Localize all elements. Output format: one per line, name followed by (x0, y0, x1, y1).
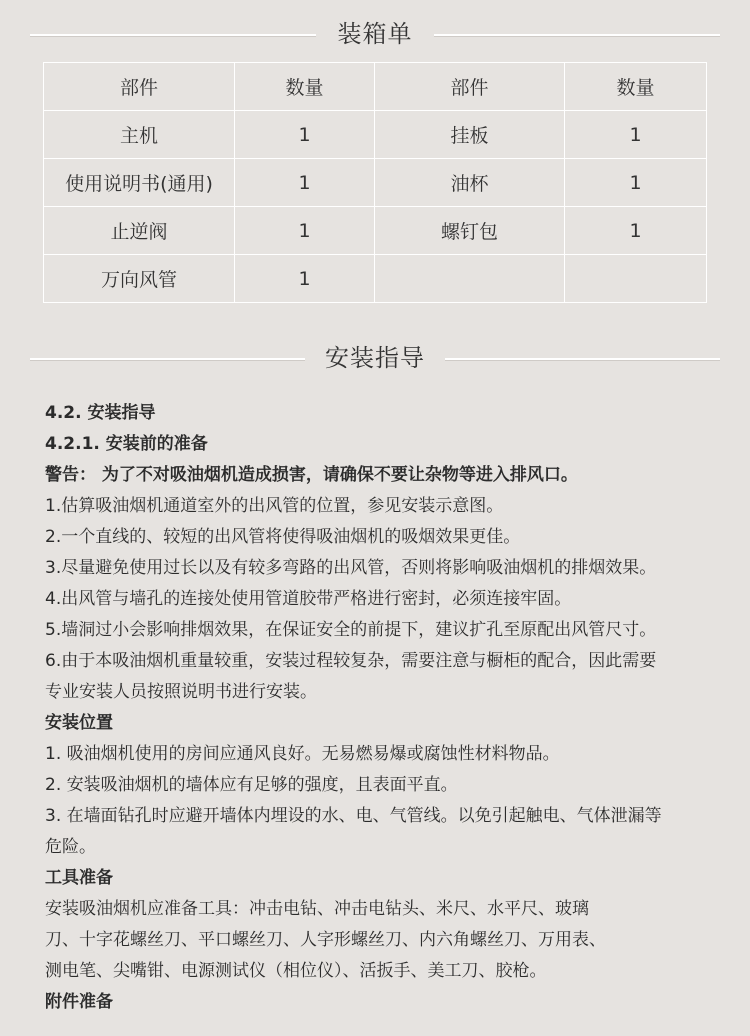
guide-line: 危险。 (45, 837, 96, 857)
quantity-cell: 1 (235, 207, 375, 255)
guide-heading: 4.2.1. 安装前的准备 (45, 434, 208, 454)
install-guide-body (45, 398, 725, 1018)
packing-list-title: 装箱单 (337, 20, 413, 48)
header-part: 部件 (44, 63, 235, 111)
install-guide-header (30, 338, 720, 378)
part-cell: 止逆阀 (44, 207, 235, 255)
part-cell: 万向风管 (44, 255, 235, 303)
guide-heading: 4.2. 安装指导 (45, 403, 156, 423)
guide-line: 5.墙洞过小会影响排烟效果，在保证安全的前提下，建议扩孔至原配出风管尺寸。 (45, 620, 657, 640)
divider-right (434, 34, 720, 37)
header-quantity: 数量 (565, 63, 707, 111)
divider-right (445, 358, 720, 361)
guide-heading: 警告： 为了不对吸油烟机造成损害，请确保不要让杂物等进入排风口。 (45, 465, 578, 485)
quantity-cell: 1 (235, 255, 375, 303)
quantity-cell: 1 (565, 159, 707, 207)
guide-heading: 附件准备 (45, 992, 113, 1012)
header-quantity: 数量 (235, 63, 375, 111)
quantity-cell: 1 (235, 111, 375, 159)
table-header-row (44, 63, 707, 111)
quantity-cell (565, 255, 707, 303)
quantity-cell: 1 (565, 207, 707, 255)
guide-heading: 工具准备 (45, 868, 113, 888)
guide-line: 专业安装人员按照说明书进行安装。 (45, 682, 317, 702)
header-part: 部件 (375, 63, 565, 111)
guide-line: 刀、十字花螺丝刀、平口螺丝刀、人字形螺丝刀、内六角螺丝刀、万用表、 (45, 930, 606, 950)
part-cell: 使用说明书(通用) (44, 159, 235, 207)
part-cell (375, 255, 565, 303)
packing-list-header (30, 14, 720, 54)
guide-line: 1. 吸油烟机使用的房间应通风良好。无易燃易爆或腐蚀性材料物品。 (45, 744, 560, 764)
quantity-cell: 1 (565, 111, 707, 159)
guide-line: 4.出风管与墙孔的连接处使用管道胶带严格进行密封，必须连接牢固。 (45, 589, 572, 609)
guide-line: 3.尽量避免使用过长以及有较多弯路的出风管，否则将影响吸油烟机的排烟效果。 (45, 558, 657, 578)
packing-list-table (43, 62, 707, 303)
part-cell: 挂板 (375, 111, 565, 159)
guide-heading: 安装位置 (45, 713, 113, 733)
table-row (44, 111, 707, 159)
quantity-cell: 1 (235, 159, 375, 207)
guide-line: 2.一个直线的、较短的出风管将使得吸油烟机的吸烟效果更佳。 (45, 527, 521, 547)
guide-line: 3. 在墙面钻孔时应避开墙体内埋设的水、电、气管线。以免引起触电、气体泄漏等 (45, 806, 662, 826)
guide-line: 1.估算吸油烟机通道室外的出风管的位置，参见安装示意图。 (45, 496, 504, 516)
guide-line: 安装吸油烟机应准备工具：冲击电钻、冲击电钻头、米尺、水平尺、玻璃 (45, 899, 589, 919)
table-row (44, 207, 707, 255)
part-cell: 油杯 (375, 159, 565, 207)
table-row (44, 159, 707, 207)
part-cell: 螺钉包 (375, 207, 565, 255)
guide-line: 6.由于本吸油烟机重量较重，安装过程较复杂，需要注意与橱柜的配合，因此需要 (45, 651, 657, 671)
table-row (44, 255, 707, 303)
part-cell: 主机 (44, 111, 235, 159)
guide-line: 2. 安装吸油烟机的墙体应有足够的强度，且表面平直。 (45, 775, 458, 795)
guide-line: 测电笔、尖嘴钳、电源测试仪（相位仪）、活扳手、美工刀、胶枪。 (45, 961, 547, 981)
install-guide-title: 安装指导 (325, 344, 425, 372)
